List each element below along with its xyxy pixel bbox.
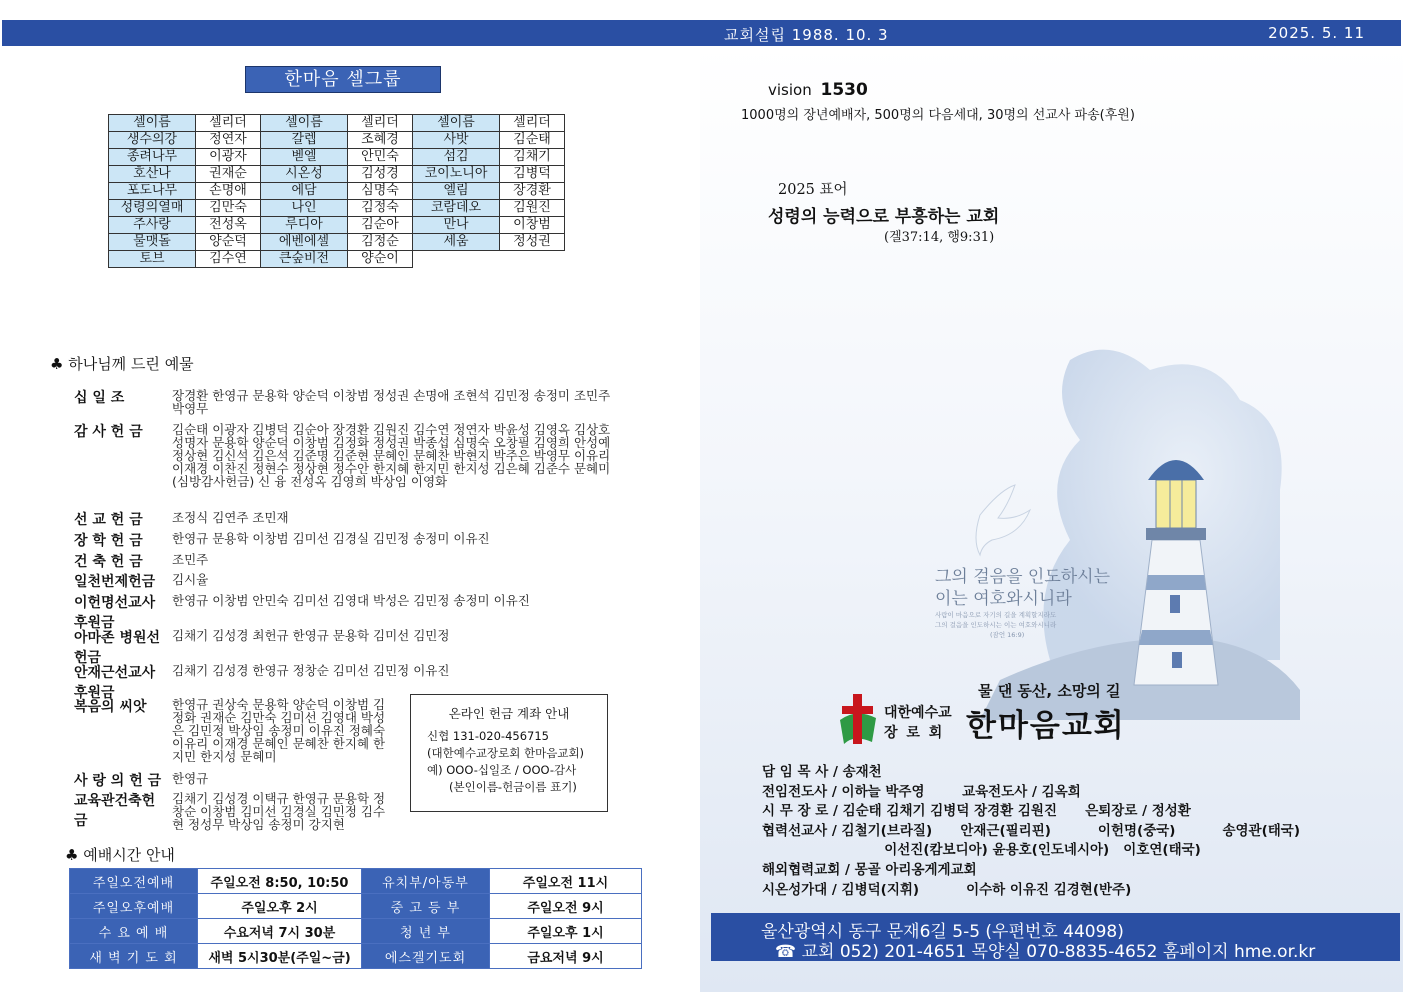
cell-leader: 양순덕 (196, 234, 261, 251)
offering-names: 조민주 (172, 552, 209, 567)
service-name: 주일오전예배 (70, 869, 198, 894)
cell-group-table (108, 114, 565, 268)
cell-header: 셀리더 (196, 115, 261, 132)
cell-name: 만나 (413, 217, 500, 234)
cell-name: 세움 (413, 234, 500, 251)
cell-name: 나인 (261, 200, 348, 217)
cell-name: 코람데오 (413, 200, 500, 217)
cell-name: 엘림 (413, 183, 500, 200)
service-time: 주일오전 8:50, 10:50 (198, 869, 362, 894)
cell-leader: 김순아 (348, 217, 413, 234)
cell-row (109, 234, 565, 251)
footer-bar (711, 913, 1400, 961)
cell-name: 벧엘 (261, 149, 348, 166)
dove-icon (976, 485, 1030, 555)
staff-line: 협력선교사 / 김철기(브라질) 안재근(필리핀) 이헌명(중국) 송영관(태국) (762, 822, 1300, 839)
online-line: 예) OOO-십일조 / OOO-감사 (427, 763, 577, 777)
offering-label: 선 교 헌 금 (74, 512, 143, 528)
offering-names: 김시율 (172, 572, 209, 587)
cell-header: 셀리더 (500, 115, 565, 132)
offering-names: 한영규 이창범 안민숙 김미선 김영대 박성은 김민정 송정미 이유진 (172, 593, 530, 608)
offering-names: 김채기 김성경 한영규 정창순 김미선 김민정 이유진 (172, 663, 450, 678)
cell-leader: 정연자 (196, 132, 261, 149)
cell-name: 물맷돌 (109, 234, 196, 251)
motto-text: 성령의 능력으로 부흥하는 교회 (768, 207, 1000, 227)
offering-label: 장 학 헌 금 (74, 533, 143, 549)
cell-name: 주사랑 (109, 217, 196, 234)
lighthouse-illustration (880, 340, 1310, 720)
cell-name: 갈렙 (261, 132, 348, 149)
cell-leader: 김만숙 (196, 200, 261, 217)
cell-leader: 김성경 (348, 166, 413, 183)
cell-name (413, 251, 500, 268)
offering-label: 사 랑 의 헌 금 (74, 773, 162, 789)
online-line: 신협 131-020-456715 (427, 729, 549, 743)
cell-leader: 김정숙 (348, 200, 413, 217)
offering-label: 아마존 병원선헌금 (74, 630, 161, 666)
offering-names: 조정식 김연주 조민재 (172, 510, 289, 525)
offering-label: 건 축 헌 금 (74, 554, 143, 570)
service-time: 수요저녁 7시 30분 (198, 919, 362, 944)
service-name: 유치부/아동부 (362, 869, 490, 894)
church-slogan: 물 댄 동산, 소망의 길 (978, 682, 1121, 700)
service-name: 중 고 등 부 (362, 894, 490, 919)
service-time: 주일오후 1시 (490, 919, 642, 944)
cell-name: 생수의강 (109, 132, 196, 149)
service-time: 금요저녁 9시 (490, 944, 642, 969)
cell-header: 셀리더 (348, 115, 413, 132)
cell-leader: 김정순 (348, 234, 413, 251)
cell-leader: 심명숙 (348, 183, 413, 200)
online-line: (본인이름-헌금이름 표기) (449, 780, 577, 794)
cover-verse-line1: 그의 걸음을 인도하시는 (935, 567, 1111, 587)
cell-name: 호산나 (109, 166, 196, 183)
cell-leader: 김원진 (500, 200, 565, 217)
cell-row (109, 251, 565, 268)
offering-label: 일천번제헌금 (74, 574, 156, 590)
online-line: (대한예수교장로회 한마음교회) (427, 746, 585, 760)
service-row (70, 919, 642, 944)
cell-leader: 이창범 (500, 217, 565, 234)
cell-name: 루디아 (261, 217, 348, 234)
bulletin-date: 2025. 5. 11 (1268, 24, 1365, 42)
cell-name: 성령의열매 (109, 200, 196, 217)
offering-label: 이헌명선교사 후원금 (74, 595, 156, 631)
offering-names: 김순태 이광자 김병덕 김순아 장경환 김원진 김수연 정연자 박윤성 김영옥 김상호 성명자 문용학 양순덕 이창범 김정화 정성권 박종섭 심명숙 오창필 김영희 안성예 정상현 김신석 김은석 김준명 김준현 문혜인 문혜찬 박현지 박주은 박영무 이유리 이재경 이찬진 정현수 정상현 정수안 한지혜 한지민 한지성 김은혜 김준수 문혜미 (심방감사헌금) 신 융 전성옥 김영희 박상임 이영화 (172, 422, 611, 489)
service-time: 주일오후 2시 (198, 894, 362, 919)
service-time: 주일오전 11시 (490, 869, 642, 894)
offering-names: 한영규 권상숙 문용학 양순덕 이창범 김정화 권재순 김만숙 김미선 김영대 박성은 김민정 박상임 송정미 이유진 정혜숙 이유리 이재경 문혜인 문혜찬 한지혜 한지민 한지성 문혜미 (172, 697, 386, 764)
service-name: 에스겔기도회 (362, 944, 490, 969)
cell-leader: 김수연 (196, 251, 261, 268)
service-row (70, 869, 642, 894)
church-contact: ☎ 교회 052) 201-4651 목양실 070-8835-4652 홈페이지 hme.or.kr (775, 942, 1316, 962)
side-print-mark (697, 800, 707, 960)
service-row (70, 894, 642, 919)
offering-names: 김채기 김성경 이택규 한영규 문용학 정창순 이창범 김미선 김경실 김민정 김수현 정성무 박상임 송정미 강지현 (172, 791, 386, 832)
offering-label: 감 사 헌 금 (74, 424, 143, 440)
cell-leader: 안민숙 (348, 149, 413, 166)
offerings-title: ♣ 하나님께 드린 예물 (50, 355, 194, 373)
staff-line: 담 임 목 사 / 송재천 (762, 764, 882, 780)
cell-row (109, 166, 565, 183)
cover-small-line1: 사람이 마음으로 자기의 길을 계획할지라도 (935, 611, 1057, 619)
vision-label: vision (768, 81, 812, 99)
cell-name: 토브 (109, 251, 196, 268)
cell-group-title: 한마음 셀그룹 (245, 66, 441, 93)
cell-leader: 김병덕 (500, 166, 565, 183)
cover-small-line3: (잠언 16:9) (990, 631, 1025, 639)
staff-line: 이선진(캄보디아) 윤용호(인도네시아) 이호연(태국) (762, 842, 1201, 859)
cell-leader: 권재순 (196, 166, 261, 183)
cell-leader: 이광자 (196, 149, 261, 166)
online-title: 온라인 헌금 계좌 안내 (448, 706, 570, 721)
cell-row (109, 149, 565, 166)
cell-header: 셀이름 (413, 115, 500, 132)
cover-verse-line2: 이는 여호와시니라 (935, 589, 1072, 609)
cell-row (109, 183, 565, 200)
cell-header: 셀이름 (261, 115, 348, 132)
offering-names: 한영규 (172, 771, 209, 786)
offering-label: 십 일 조 (74, 390, 125, 406)
cell-header: 셀이름 (109, 115, 196, 132)
offering-names: 한영규 문용학 이창범 김미선 김경실 김민정 송정미 이유진 (172, 531, 490, 546)
cell-leader: 조혜경 (348, 132, 413, 149)
founded-date: 교회설립 1988. 10. 3 (724, 26, 889, 44)
cell-leader: 장경환 (500, 183, 565, 200)
cover-small-line2: 그의 걸음을 인도하시는 이는 여호와시니라 (935, 621, 1057, 629)
offering-label: 교육관건축헌금 (74, 793, 156, 829)
service-times-table (69, 868, 642, 969)
cell-name: 큰숲비전 (261, 251, 348, 268)
service-name: 주일오후예배 (70, 894, 198, 919)
denomination-line2: 장 로 회 (884, 725, 945, 741)
cell-leader: 양순이 (348, 251, 413, 268)
motto-year: 2025 표어 (778, 182, 848, 198)
offering-label: 복음의 씨앗 (74, 699, 147, 715)
church-logo-icon (836, 690, 880, 748)
cell-row (109, 200, 565, 217)
cell-leader (500, 251, 565, 268)
online-offering-box (410, 694, 608, 812)
cell-name: 코이노니아 (413, 166, 500, 183)
offering-names: 김채기 김성경 최헌규 한영규 문용학 김미선 김민정 (172, 628, 450, 643)
cell-name: 에벤에셀 (261, 234, 348, 251)
service-time: 주일오전 9시 (490, 894, 642, 919)
header-bar (2, 20, 1401, 46)
service-time: 새벽 5시30분(주일~금) (198, 944, 362, 969)
service-row (70, 944, 642, 969)
service-name: 청 년 부 (362, 919, 490, 944)
cell-name: 종려나무 (109, 149, 196, 166)
church-name: 한마음교회 (966, 708, 1126, 744)
service-name: 새 벽 기 도 회 (70, 944, 198, 969)
cell-leader: 전성옥 (196, 217, 261, 234)
cell-leader: 손명애 (196, 183, 261, 200)
vision-description: 1000명의 장년예배자, 500명의 다음세대, 30명의 선교사 파송(후원) (741, 108, 1135, 123)
cell-leader: 정성권 (500, 234, 565, 251)
church-address: 울산광역시 동구 문재6길 5-5 (우편번호 44098) (761, 922, 1124, 942)
denomination-line1: 대한예수교 (884, 705, 952, 721)
cell-leader: 김순태 (500, 132, 565, 149)
cell-row (109, 217, 565, 234)
staff-line: 해외협력교회 / 몽골 아리옹게게교회 (762, 862, 977, 878)
cell-name: 사밧 (413, 132, 500, 149)
staff-line: 시온성가대 / 김병덕(지휘) 이수하 이유진 김경현(반주) (762, 881, 1132, 898)
cell-name: 시온성 (261, 166, 348, 183)
service-name: 수 요 예 배 (70, 919, 198, 944)
offering-label: 안재근선교사 후원금 (74, 665, 156, 701)
offering-names: 장경환 한영규 문용학 양순덕 이창범 정성권 손명애 조현석 김민정 송정미 조민주 박영무 (172, 388, 611, 416)
motto-reference: (겔37:14, 행9:31) (884, 230, 995, 245)
cell-row (109, 132, 565, 149)
cell-name: 포도나무 (109, 183, 196, 200)
staff-line: 전임전도사 / 이하늘 박주영 교육전도사 / 김옥희 (762, 783, 1081, 800)
cell-name: 섬김 (413, 149, 500, 166)
vision-line (768, 80, 868, 100)
vision-number: 1530 (820, 80, 868, 100)
staff-line: 시 무 장 로 / 김순태 김채기 김병덕 장경환 김원진 은퇴장로 / 정성환 (762, 803, 1191, 820)
cell-leader: 김채기 (500, 149, 565, 166)
services-title: ♣ 예배시간 안내 (65, 846, 175, 864)
cell-name: 에담 (261, 183, 348, 200)
